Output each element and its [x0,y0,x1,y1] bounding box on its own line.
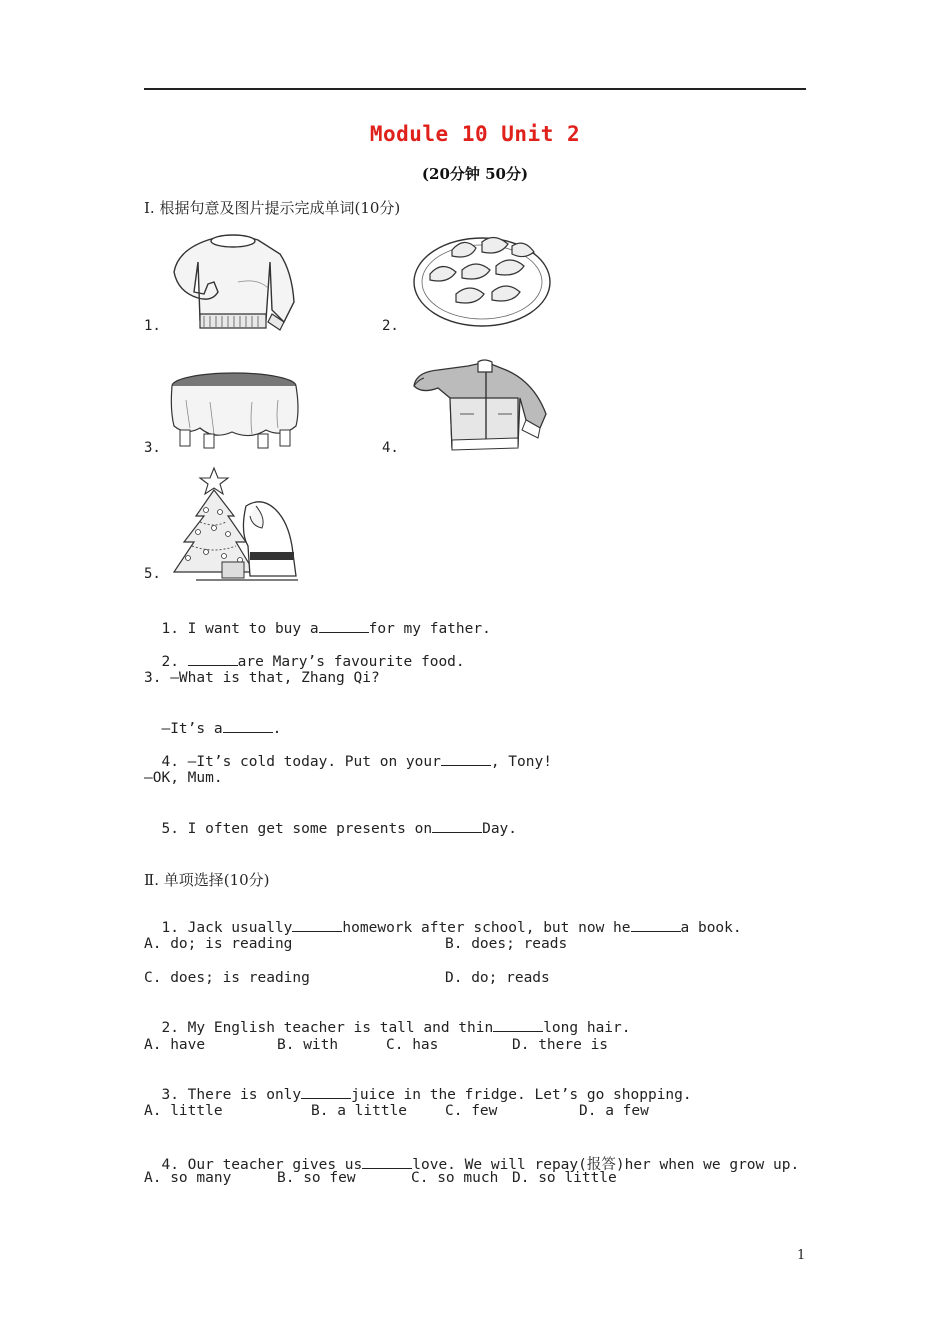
pic-label-4: 4. [382,440,399,456]
s1-question-3a: 3. —What is that, Zhang Qi? [144,670,380,686]
pic-label-1: 1. [144,318,161,334]
option-d[interactable]: D. there is [512,1037,609,1053]
s1-question-4a: 4. —It’s cold today. Put on your , Tony! [161,754,552,770]
answer-blank[interactable] [292,919,342,932]
page-subtitle: (20分钟 50分) [421,165,529,183]
answer-blank[interactable] [362,1156,412,1169]
sweater-icon [168,232,298,332]
option-a[interactable]: A. do; is reading [144,936,293,952]
option-c[interactable]: C. so much [411,1170,499,1186]
jacket-icon [408,358,550,452]
answer-blank[interactable] [493,1019,543,1032]
dumplings-icon [412,230,552,328]
page-number: 1 [797,1248,806,1263]
option-c[interactable]: C. has [386,1037,439,1053]
option-b[interactable]: B. so few [277,1170,356,1186]
s2-question-1: 1. Jack usually homework after school, but now he a book. [161,920,742,936]
option-b[interactable]: B. does; reads [445,936,568,952]
option-b[interactable]: B. a little [311,1103,408,1119]
pic-label-5: 5. [144,566,161,582]
christmas-tree-santa-icon [166,466,300,582]
option-a[interactable]: A. little [144,1103,223,1119]
option-d[interactable]: D. do; reads [445,970,550,986]
page-title: Module 10 Unit 2 [369,122,581,146]
answer-blank[interactable] [223,720,273,733]
option-a[interactable]: A. so many [144,1170,232,1186]
section2-heading: Ⅱ. 单项选择(10分) [144,871,270,889]
answer-blank[interactable] [441,753,491,766]
s1-question-2: 2. are Mary’s favourite food. [161,654,465,670]
option-a[interactable]: A. have [144,1037,206,1053]
s2-question-3: 3. There is only juice in the fridge. Let’s go shopping. [161,1087,692,1103]
option-c[interactable]: C. does; is reading [144,970,310,986]
pic-label-3: 3. [144,440,161,456]
answer-blank[interactable] [631,919,681,932]
header-rule [144,88,806,90]
s2-question-2: 2. My English teacher is tall and thin long hair. [161,1020,631,1036]
s2-question-4: 4. Our teacher gives us love. We will repay(报答)her when we grow up. [161,1157,800,1173]
s1-question-3b: —It’s a . [161,721,282,737]
option-c[interactable]: C. few [445,1103,498,1119]
pic-label-2: 2. [382,318,399,334]
answer-blank[interactable] [301,1086,351,1099]
option-b[interactable]: B. with [277,1037,339,1053]
table-icon [166,370,302,452]
s1-question-1: 1. I want to buy a for my father. [161,621,491,637]
option-d[interactable]: D. a few [579,1103,649,1119]
option-d[interactable]: D. so little [512,1170,617,1186]
section1-heading: Ⅰ. 根据句意及图片提示完成单词(10分) [144,199,401,217]
answer-blank[interactable] [319,620,369,633]
answer-blank[interactable] [432,820,482,833]
answer-blank[interactable] [188,653,238,666]
s1-question-4b: —OK, Mum. [144,770,223,786]
s1-question-5: 5. I often get some presents on Day. [161,821,518,837]
